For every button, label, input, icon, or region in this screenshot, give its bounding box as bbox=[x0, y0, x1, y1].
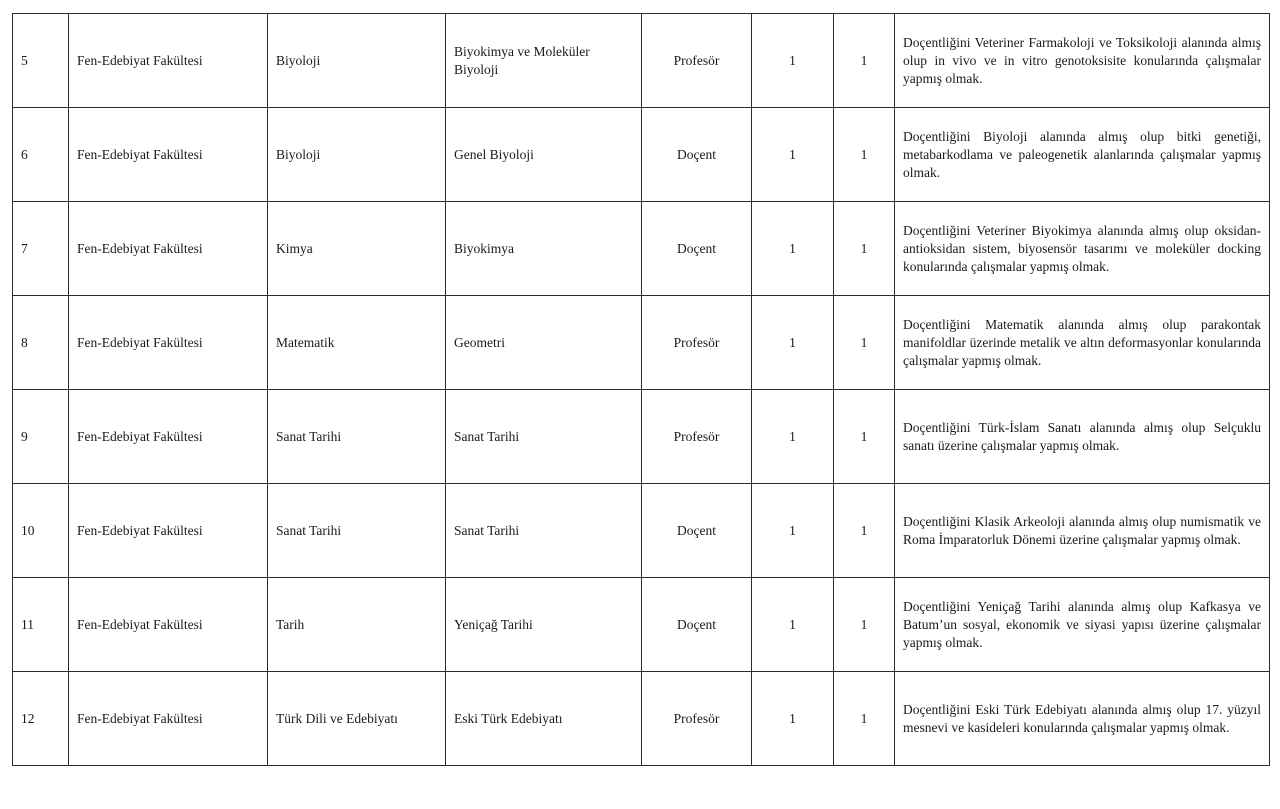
title-cell: Doçent bbox=[642, 202, 752, 296]
count-cell: 1 bbox=[834, 578, 895, 672]
title-cell: Profesör bbox=[642, 390, 752, 484]
title-cell: Doçent bbox=[642, 108, 752, 202]
faculty-cell: Fen-Edebiyat Fakültesi bbox=[69, 484, 268, 578]
department-cell: Tarih bbox=[268, 578, 446, 672]
title-cell: Profesör bbox=[642, 296, 752, 390]
table-row bbox=[13, 296, 1270, 390]
table-row bbox=[13, 108, 1270, 202]
degree-cell: 1 bbox=[752, 202, 834, 296]
field-cell: Yeniçağ Tarihi bbox=[446, 578, 642, 672]
department-cell: Matematik bbox=[268, 296, 446, 390]
count-cell: 1 bbox=[834, 108, 895, 202]
row-number: 6 bbox=[13, 108, 69, 202]
description-cell: Doçentliğini Biyoloji alanında almış olup bitki genetiği, metabarkodlama ve paleogenetik alanlarında çalışmalar yapmış olmak. bbox=[895, 108, 1270, 202]
department-cell: Sanat Tarihi bbox=[268, 484, 446, 578]
faculty-cell: Fen-Edebiyat Fakültesi bbox=[69, 390, 268, 484]
title-cell: Profesör bbox=[642, 14, 752, 108]
field-cell: Biyokimya ve Moleküler Biyoloji bbox=[446, 14, 642, 108]
faculty-cell: Fen-Edebiyat Fakültesi bbox=[69, 202, 268, 296]
title-cell: Doçent bbox=[642, 484, 752, 578]
description-cell: Doçentliğini Türk-İslam Sanatı alanında almış olup Selçuklu sanatı üzerine çalışmalar yapmış olmak. bbox=[895, 390, 1270, 484]
row-number: 8 bbox=[13, 296, 69, 390]
faculty-cell: Fen-Edebiyat Fakültesi bbox=[69, 578, 268, 672]
table-row bbox=[13, 672, 1270, 766]
table-row bbox=[13, 390, 1270, 484]
field-cell: Sanat Tarihi bbox=[446, 390, 642, 484]
description-cell: Doçentliğini Veteriner Biyokimya alanında almış olup oksidan-antioksidan sistem, biyosensör tasarımı ve moleküler docking konularında çalışmalar yapmış olmak. bbox=[895, 202, 1270, 296]
positions-table bbox=[12, 13, 1270, 766]
count-cell: 1 bbox=[834, 484, 895, 578]
department-cell: Sanat Tarihi bbox=[268, 390, 446, 484]
field-cell: Geometri bbox=[446, 296, 642, 390]
count-cell: 1 bbox=[834, 202, 895, 296]
title-cell: Doçent bbox=[642, 578, 752, 672]
table-row bbox=[13, 484, 1270, 578]
degree-cell: 1 bbox=[752, 484, 834, 578]
department-cell: Türk Dili ve Edebiyatı bbox=[268, 672, 446, 766]
description-cell: Doçentliğini Veteriner Farmakoloji ve Toksikoloji alanında almış olup in vivo ve in vitro genotoksisite konularında çalışmalar yapmış olmak. bbox=[895, 14, 1270, 108]
count-cell: 1 bbox=[834, 390, 895, 484]
description-cell: Doçentliğini Eski Türk Edebiyatı alanında almış olup 17. yüzyıl mesnevi ve kasideleri konularında çalışmalar yapmış olmak. bbox=[895, 672, 1270, 766]
row-number: 10 bbox=[13, 484, 69, 578]
faculty-cell: Fen-Edebiyat Fakültesi bbox=[69, 108, 268, 202]
department-cell: Kimya bbox=[268, 202, 446, 296]
degree-cell: 1 bbox=[752, 14, 834, 108]
row-number: 9 bbox=[13, 390, 69, 484]
count-cell: 1 bbox=[834, 296, 895, 390]
row-number: 7 bbox=[13, 202, 69, 296]
degree-cell: 1 bbox=[752, 672, 834, 766]
count-cell: 1 bbox=[834, 14, 895, 108]
faculty-cell: Fen-Edebiyat Fakültesi bbox=[69, 296, 268, 390]
department-cell: Biyoloji bbox=[268, 14, 446, 108]
degree-cell: 1 bbox=[752, 578, 834, 672]
field-cell: Sanat Tarihi bbox=[446, 484, 642, 578]
count-cell: 1 bbox=[834, 672, 895, 766]
row-number: 5 bbox=[13, 14, 69, 108]
description-cell: Doçentliğini Yeniçağ Tarihi alanında almış olup Kafkasya ve Batum’un sosyal, ekonomik ve siyasi yapısı üzerine çalışmalar yapmış olmak. bbox=[895, 578, 1270, 672]
degree-cell: 1 bbox=[752, 390, 834, 484]
field-cell: Biyokimya bbox=[446, 202, 642, 296]
title-cell: Profesör bbox=[642, 672, 752, 766]
table-body bbox=[13, 14, 1270, 766]
row-number: 12 bbox=[13, 672, 69, 766]
row-number: 11 bbox=[13, 578, 69, 672]
description-cell: Doçentliğini Klasik Arkeoloji alanında almış olup numismatik ve Roma İmparatorluk Dönemi üzerine çalışmalar yapmış olmak. bbox=[895, 484, 1270, 578]
table-row bbox=[13, 578, 1270, 672]
field-cell: Genel Biyoloji bbox=[446, 108, 642, 202]
table-row bbox=[13, 202, 1270, 296]
faculty-cell: Fen-Edebiyat Fakültesi bbox=[69, 14, 268, 108]
department-cell: Biyoloji bbox=[268, 108, 446, 202]
degree-cell: 1 bbox=[752, 296, 834, 390]
faculty-cell: Fen-Edebiyat Fakültesi bbox=[69, 672, 268, 766]
table-row bbox=[13, 14, 1270, 108]
degree-cell: 1 bbox=[752, 108, 834, 202]
field-cell: Eski Türk Edebiyatı bbox=[446, 672, 642, 766]
description-cell: Doçentliğini Matematik alanında almış olup parakontak manifoldlar üzerinde metalik ve altın deformasyonlar konularında çalışmalar yapmış olmak. bbox=[895, 296, 1270, 390]
